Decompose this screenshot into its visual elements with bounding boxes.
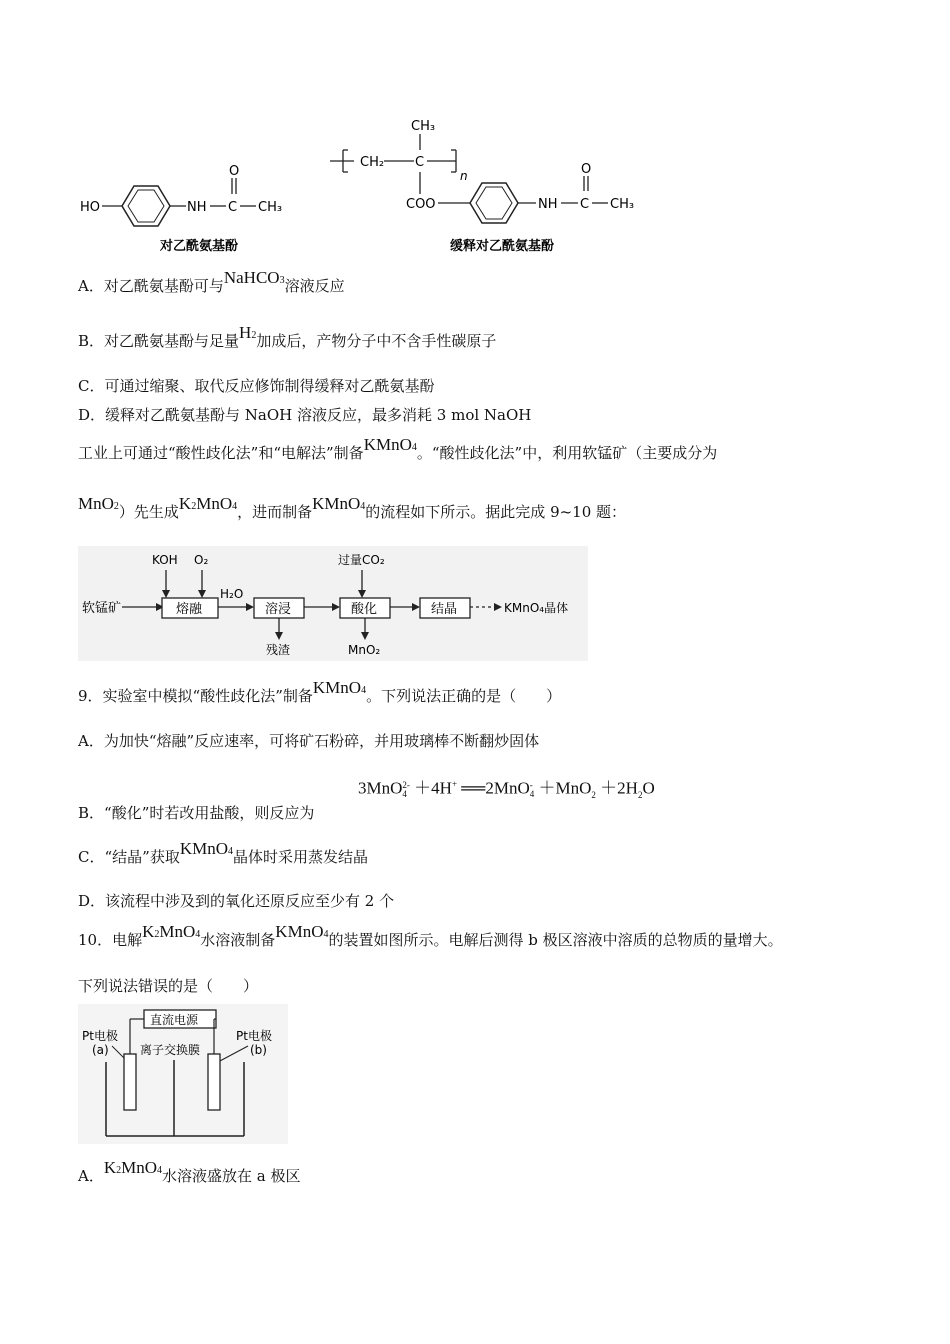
flow-product: KMnO₄晶体	[504, 601, 569, 615]
flow-h2o: H₂O	[220, 587, 244, 601]
electrode-a	[124, 1054, 136, 1110]
power-supply-label: 直流电源	[150, 1013, 199, 1027]
label-o-2: O	[581, 162, 592, 177]
right-electrode-tag: (b)	[250, 1043, 267, 1057]
flow-o2: O₂	[194, 553, 209, 567]
flow-box-4-label: 结晶	[431, 602, 458, 617]
flow-koh: KOH	[152, 553, 178, 567]
q9-option-a: A．为加快“熔融”反应速率，可将矿石粉碎，并用玻璃棒不断翻炒固体	[78, 732, 540, 750]
right-electrode-label: Pt电极	[236, 1029, 272, 1043]
membrane-label: 离子交换膜	[140, 1043, 201, 1057]
label-coo: COO	[406, 197, 436, 212]
q10-stem: 10．电解K2MnO4水溶液制备KMnO4的装置如图所示。电解后测得 b 极区溶液中溶质的总物质的量增大。	[78, 922, 783, 949]
benzene-ring-1	[122, 186, 170, 226]
label-nh-2: NH	[538, 197, 558, 212]
intro-line-1: 工业上可通过“酸性歧化法”和“电解法”制备KMnO4。“酸性歧化法”中，利用软锰矿（主要成分为	[78, 435, 718, 462]
q9-stem: 9．实验室中模拟“酸性歧化法”制备KMnO4。下列说法正确的是（ ）	[78, 678, 562, 705]
label-c-2: C	[415, 155, 425, 170]
label-c-3: C	[580, 197, 590, 212]
flow-diagram	[78, 546, 588, 661]
q9-equation: 3MnO 2- 4 ＋4H+ ══2MnO - 4 $+MnO_2 +2H_2O$	[358, 778, 655, 801]
left-electrode-label: Pt电极	[82, 1029, 118, 1043]
q10-stem-2: 下列说法错误的是（ ）	[78, 977, 259, 995]
q9-option-d: D．该流程中涉及到的氧化还原反应至少有 2 个	[78, 892, 395, 910]
label-o-1: O	[229, 164, 240, 179]
label-ch3-1: CH₃	[258, 200, 283, 215]
electrode-b	[208, 1054, 220, 1110]
benzene-ring-2	[470, 183, 518, 223]
flow-box-3-label: 酸化	[351, 602, 378, 617]
q8-option-d: D．缓释对乙酰氨基酚与 NaOH 溶液反应，最多消耗 3 mol NaOH	[78, 406, 532, 424]
left-electrode-tag: (a)	[92, 1043, 109, 1057]
q8-option-a: A．对乙酰氨基酚可与NaHCO3溶液反应	[78, 268, 345, 295]
mol1-caption: 对乙酰氨基酚	[160, 239, 239, 254]
flow-box-1-label: 熔融	[176, 602, 203, 617]
q8-option-b: B．对乙酰氨基酚与足量H2加成后，产物分子中不含手性碳原子	[78, 323, 497, 350]
flow-co2: 过量CO₂	[338, 553, 385, 567]
electrolysis-cell	[78, 1004, 288, 1144]
mol2-caption: 缓释对乙酰氨基酚	[450, 239, 555, 254]
flow-box-2-label: 溶浸	[265, 602, 292, 617]
label-ch3-2: CH₃	[411, 119, 436, 134]
q10-option-a: A．K2MnO4水溶液盛放在 a 极区	[78, 1158, 301, 1185]
label-ch2: CH₂	[360, 155, 385, 170]
q9-option-b: B．“酸化”时若改用盐酸，则反应为	[78, 804, 315, 822]
label-nh-1: NH	[187, 200, 207, 215]
q9-option-c: C．“结晶”获取KMnO4晶体时采用蒸发结晶	[78, 839, 369, 866]
flow-residue: 残渣	[266, 643, 291, 657]
label-ho: HO	[80, 200, 101, 215]
label-ch3-3: CH₃	[610, 197, 635, 212]
structures-figure	[78, 110, 678, 265]
label-n: n	[460, 169, 468, 183]
q8-option-c: C．可通过缩聚、取代反应修饰制得缓释对乙酰氨基酚	[78, 377, 435, 395]
intro-line-2: MnO2）先生成K2MnO4，进而制备KMnO4的流程如下所示。据此完成 9~10 题：	[78, 494, 627, 521]
flow-mno2-out: MnO₂	[348, 643, 381, 657]
flow-start: 软锰矿	[82, 601, 122, 616]
label-c-1: C	[228, 200, 238, 215]
